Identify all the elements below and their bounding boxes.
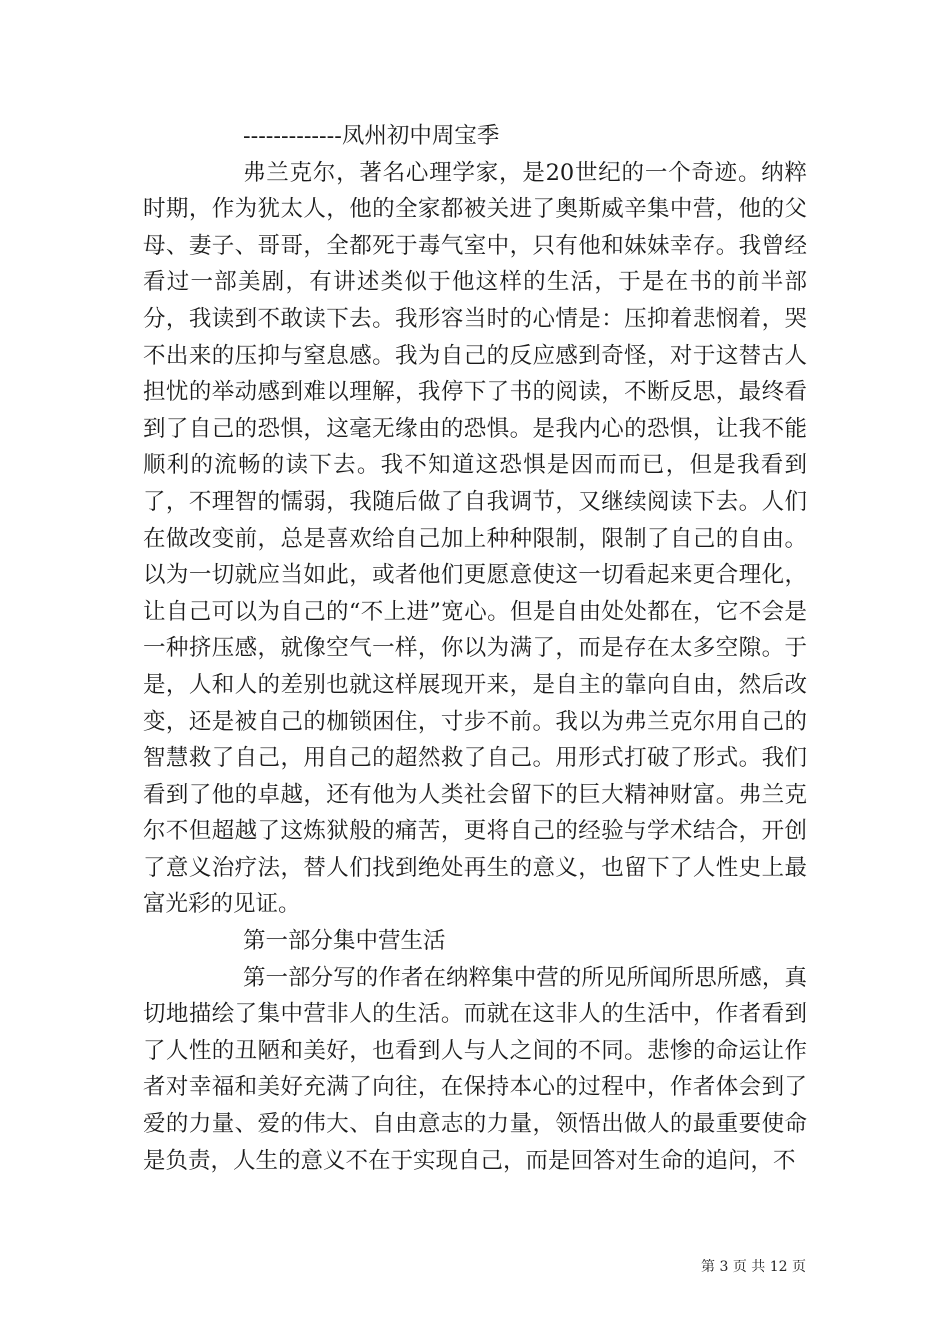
page-number: 第 3 页 共 12 页 bbox=[701, 1259, 806, 1275]
author-byline: -------------凤州初中周宝季 bbox=[243, 123, 500, 149]
document-body bbox=[143, 118, 807, 1179]
section-heading: 第一部分集中营生活 bbox=[243, 928, 446, 955]
body-paragraph: 弗兰克尔，著名心理学家，是20世纪的一个奇迹。纳粹时期，作为犹太人，他的全家都被关进了奥斯威辛集中营，他的父母、妻子、哥哥，全都死于毒气室中，只有他和妹妹幸存。我曾经看过一部美剧，有讲述类似于他这样的生活，于是在书的前半部分，我读到不敢读下去。我形容当时的心情是：压抑着悲悯着，哭不出来的压抑与窒息感。我为自己的反应感到奇怪，对于这替古人担忧的举动感到难以理解，我停下了书的阅读，不断反思，最终看到了自己的恐惧，这毫无缘由的恐惧。是我内心的恐惧，让我不能顺利的流畅的读下去。我不知道这恐惧是因而而已，但是我看到了，不理智的懦弱，我随后做了自我调节，又继续阅读下去。人们在做改变前，总是喜欢给自己加上种种限制，限制了自己的自由。以为一切就应当如此，或者他们更愿意使这一切看起来更合理化，让自己可以为自己的“不上进”宽心。但是自由处处都在，它不会是一种挤压感，就像空气一样，你以为满了，而是存在太多空隙。于是，人和人的差别也就这样展现开来，是自主的靠向自由，然后改变，还是被自己的枷锁困住，寸步不前。我以为弗兰克尔用自己的智慧救了自己，用自己的超然救了自己。用形式打破了形式。我们看到了他的卓越，还有他为人类社会留下的巨大精神财富。弗兰克尔不但超越了这炼狱般的痛苦，更将自己的经验与学术结合，开创了意义治疗法，替人们找到绝处再生的意义，也留下了人性史上最富光彩的见证。 bbox=[143, 159, 807, 918]
section-paragraph: 第一部分写的作者在纳粹集中营的所见所闻所思所感，真切地描绘了集中营非人的生活。而就在这非人的生活中，作者看到了人性的丑陋和美好，也看到人与人之间的不同。悲惨的命运让作者对幸福和美好充满了向往，在保持本心的过程中，作者体会到了爱的力量、爱的伟大、自由意志的力量，领悟出做人的最重要使命是负责，人生的意义不在于实现自己，而是回答对生命的追问，不 bbox=[143, 964, 807, 1174]
